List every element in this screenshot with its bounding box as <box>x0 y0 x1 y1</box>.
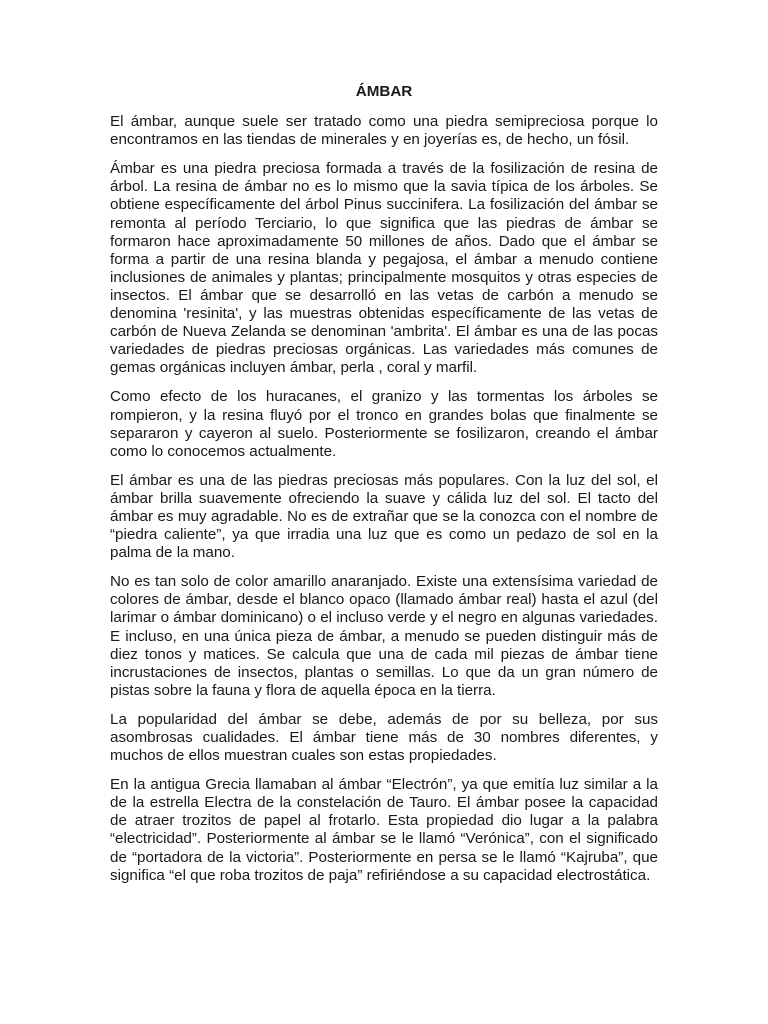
document-title: ÁMBAR <box>355 83 413 100</box>
paragraph-colors: No es tan solo de color amarillo anaranjado. Existe una extensísima variedad de colores de ámbar, desde el blanco opaco (llamado ámbar real) hasta el azul (del larimar o ámbar dominicano) o el incluso verde y el negro en algunas variedades. E incluso, en una única pieza de ámbar, a menudo se pueden distinguir más de diez tonos y matices. Se calcula que una de cada mil piezas de ámbar tiene incrustaciones de insectos, plantas o semillas. Lo que da un gran número de pistas sobre la fauna y flora de aquella época en la tierra. <box>110 573 658 699</box>
paragraph-history: En la antigua Grecia llamaban al ámbar “Electrón”, ya que emitía luz similar a la de la estrella Electra de la constelación de Tauro. El ámbar posee la capacidad de atraer trozitos de papel al frotarlo. Esta propiedad dio lugar a la palabra “electricidad”. Posteriormente al ámbar se le llamó “Verónica”, con el significado de “portadora de la victoria”. Posteriormente en persa se le llamó “Kajruba”, que significa “el que roba trozitos de paja” refiriéndose a su capacidad electrostática. <box>110 776 658 884</box>
paragraph-origin: Como efecto de los huracanes, el granizo y las tormentas los árboles se rompieron, y la resina fluyó por el tronco en grandes bolas que finalmente se separaron y cayeron al suelo. Posteriormente se fosilizaron, creando el ámbar como lo conocemos actualmente. <box>110 388 658 460</box>
paragraph-formation: Ámbar es una piedra preciosa formada a través de la fosilización de resina de árbol. La resina de ámbar no es lo mismo que la savia típica de los árboles. Se obtiene específicamente del árbol Pinus succinifera. La fosilización del ámbar se remonta al período Terciario, lo que significa que las piedras de ámbar se formaron hace aproximadamente 50 millones de años. Dado que el ámbar se forma a partir de una resina blanda y pegajosa, el ámbar a menudo contiene inclusiones de animales y plantas; principalmente mosquitos y otras especies de insectos. El ámbar que se desarrolló en las vetas de carbón a menudo se denomina 'resinita', y las muestras obtenidas específicamente de las vetas de carbón de Nueva Zelanda se denominan 'ambrita'. El ámbar es una de las pocas variedades de piedras preciosas orgánicas. Las variedades más comunes de gemas orgánicas incluyen ámbar, perla , coral y marfil. <box>110 160 658 377</box>
paragraph-popularity: El ámbar es una de las piedras preciosas más populares. Con la luz del sol, el ámbar brilla suavemente ofreciendo la suave y cálida luz del sol. El tacto del ámbar es muy agradable. No es de extrañar que se la conozca con el nombre de “piedra caliente”, ya que irradia una luz que es como un pedazo de sol en la palma de la mano. <box>110 471 658 562</box>
document-page <box>110 83 658 896</box>
paragraph-names: La popularidad del ámbar se debe, además de por su belleza, por sus asombrosas cualidades. El ámbar tiene más de 30 nombres diferentes, y muchos de ellos muestran cuales son estas propiedades. <box>110 710 658 765</box>
paragraph-intro: El ámbar, aunque suele ser tratado como una piedra semipreciosa porque lo encontramos en las tiendas de minerales y en joyerías es, de hecho, un fósil. <box>110 113 658 149</box>
